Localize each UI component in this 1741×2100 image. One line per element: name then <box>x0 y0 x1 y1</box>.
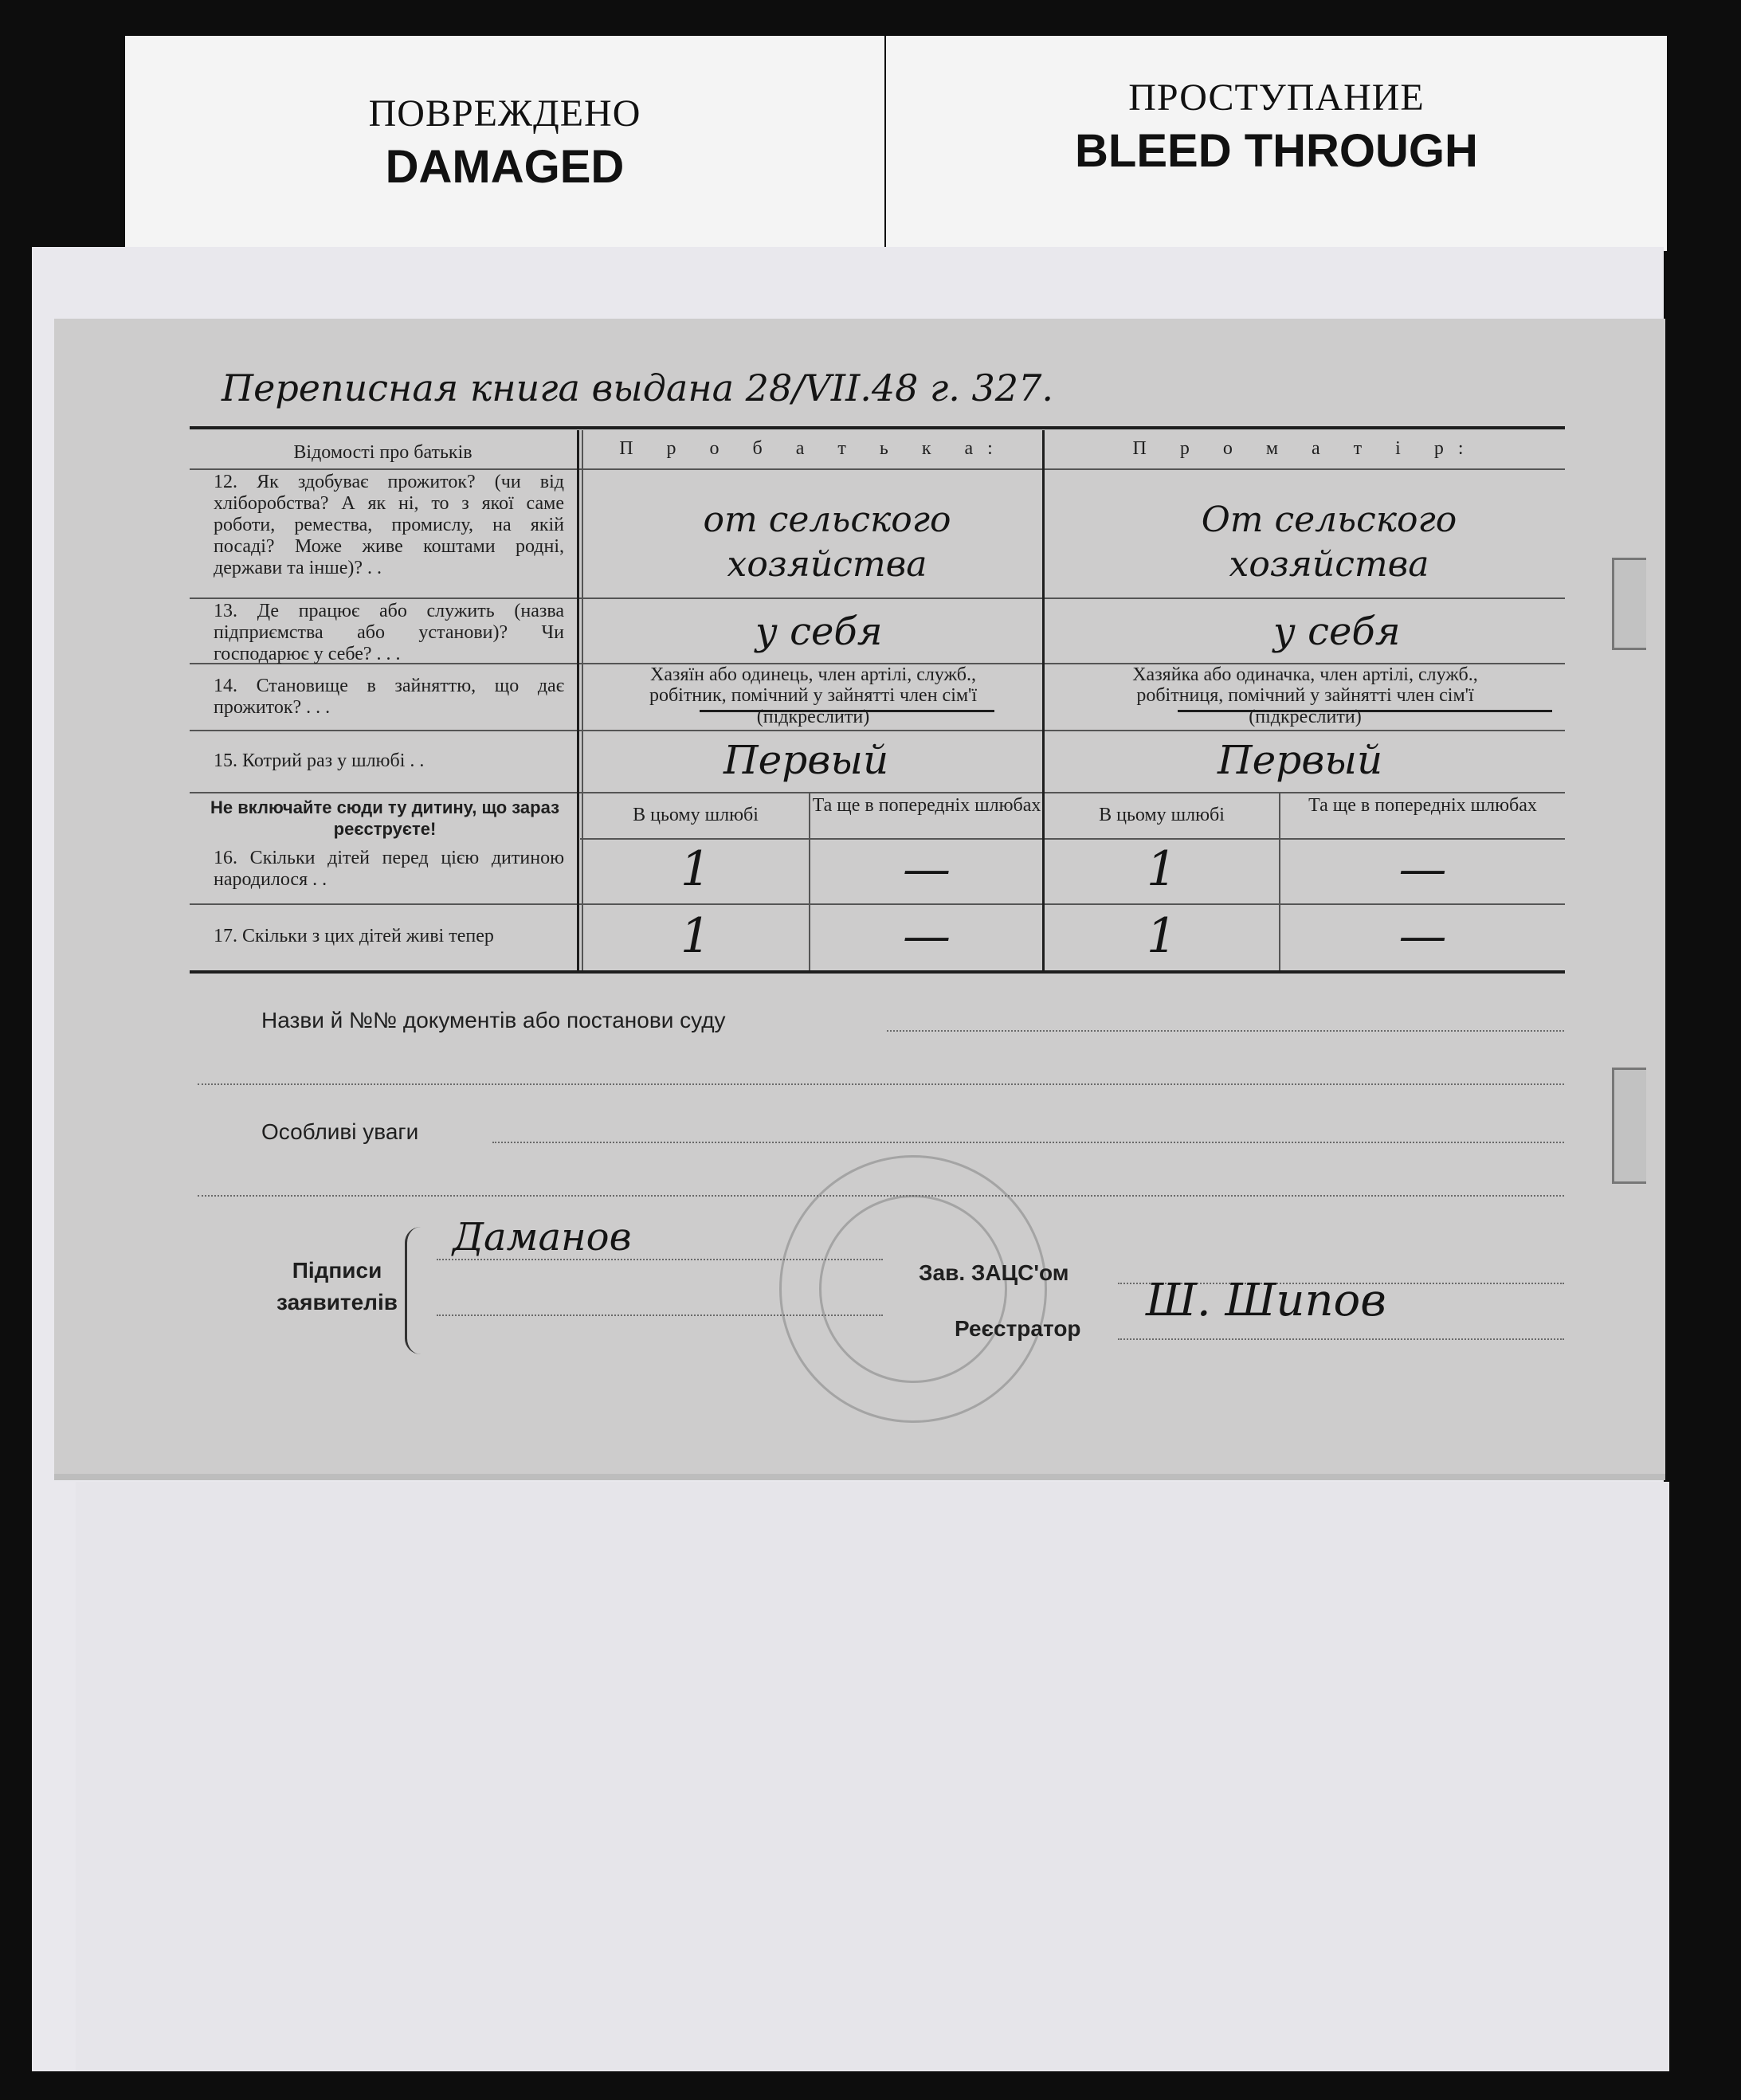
subheader-rule <box>580 838 1565 840</box>
top-handwritten-note: Переписная книга выдана 28/VII.48 г. 327. <box>222 366 1053 409</box>
table-top-rule <box>190 426 1565 429</box>
applicants-signature-label: Підписи заявителів <box>276 1258 398 1314</box>
binding-tab-upper <box>1612 558 1646 650</box>
q17-mother-this: 1 <box>1146 908 1178 964</box>
registration-form-card <box>54 319 1665 1474</box>
question-13: 13. Де працює або служить (назва підприємства або установи)? Чи господарює у себе? . . . <box>214 601 564 664</box>
signature-brace <box>405 1227 431 1354</box>
row15-rule <box>190 792 1565 793</box>
row14-rule <box>190 730 1565 731</box>
header-father: П р о б а т ь к а: <box>619 438 1007 459</box>
subheader-father-prev: Та ще в попередніх шлюбах <box>812 795 1041 816</box>
q16-mother-prev: — <box>1398 841 1447 897</box>
answer-13-father: у себя <box>755 609 883 654</box>
row12-rule <box>190 597 1565 599</box>
notes-label: Особливі уваги <box>261 1119 419 1144</box>
q16-mother-this: 1 <box>1146 841 1178 897</box>
header-mother: П р о м а т і р: <box>1132 438 1478 459</box>
question-15: 15. Котрий раз у шлюбі . . <box>214 750 425 771</box>
damaged-label-card <box>125 36 884 251</box>
q17-father-this: 1 <box>680 908 712 964</box>
q14-father-line1: Хазяїн або одинець, член артілі, служб., <box>650 664 976 685</box>
col-divider-mother-sub <box>1279 793 1280 970</box>
bleed-label-en: BLEED THROUGH <box>1075 125 1478 177</box>
q17-mother-prev: — <box>1398 908 1447 964</box>
bleed-label-ru: ПРОСТУПАНИЕ <box>1128 76 1425 119</box>
applicant-signature: Даманов <box>453 1215 632 1260</box>
header-col0: Відомості про батьків <box>293 442 473 463</box>
col-divider-1 <box>577 430 579 970</box>
documents-line-1 <box>887 1030 1564 1032</box>
q17-father-prev: — <box>903 908 951 964</box>
q14-mother-line2: робітниця, помічний у зайнятті член сім'ї <box>1136 685 1474 706</box>
answer-15-father: Первый <box>723 737 889 783</box>
q14-mother-note: (підкреслити) <box>1249 707 1362 727</box>
question-16: 16. Скільки дітей перед цією дитиною народилося . . <box>214 848 564 890</box>
q14-father-line2: робітник, помічний у зайнятті член сім'ї <box>649 685 978 706</box>
warning-note: Не включайте сюди ту дитину, що зараз реєструєте! <box>210 797 560 839</box>
col-divider-father-sub <box>809 793 810 970</box>
registrar-sign-line <box>1118 1338 1564 1340</box>
table-bottom-rule <box>190 970 1565 974</box>
col-divider-1b <box>582 430 583 970</box>
binding-tab-lower <box>1612 1068 1646 1184</box>
q16-father-prev: — <box>903 841 951 897</box>
q16-father-this: 1 <box>680 841 712 897</box>
damaged-label-en: DAMAGED <box>385 141 625 193</box>
answer-12-mother: От сельского хозяйства <box>1201 500 1457 585</box>
registrar-signature: Ш. Шипов <box>1146 1275 1386 1326</box>
documents-line-2 <box>198 1083 1564 1085</box>
answer-15-mother: Первый <box>1218 737 1383 783</box>
answer-13-mother: у себя <box>1273 609 1401 654</box>
bleed-through-label-card <box>886 36 1667 251</box>
question-12: 12. Як здобуває прожиток? (чи від хліборобства? А як ні, то з якої саме роботи, ремества, промислу, на якій посаді? Може живе коштами родні, держави та інше)? . . <box>214 472 564 578</box>
answer-12-father: от сельского хозяйства <box>703 500 951 585</box>
damaged-label-ru: ПОВРЕЖДЕНО <box>368 92 641 135</box>
registrar-label: Реєстратор <box>955 1316 1081 1341</box>
question-17: 17. Скільки з цих дітей живі тепер <box>214 926 494 946</box>
question-14: 14. Становище в зайняттю, що дає прожиток? . . . <box>214 676 564 718</box>
head-zags-label: Зав. ЗАЦС'ом <box>919 1260 1069 1285</box>
subheader-mother-prev: Та ще в попередніх шлюбах <box>1308 795 1537 816</box>
backing-sheet-lower <box>76 1482 1669 2071</box>
row16-rule <box>190 903 1565 905</box>
subheader-father-this: В цьому шлюбі <box>633 805 759 825</box>
q14-mother-line1: Хазяйка або одиначка, член артілі, служб., <box>1132 664 1478 685</box>
subheader-mother-this: В цьому шлюбі <box>1099 805 1225 825</box>
header-rule <box>190 468 1565 470</box>
official-stamp-inner <box>819 1195 1007 1383</box>
notes-line-1 <box>492 1142 1564 1143</box>
q14-father-note: (підкреслити) <box>756 707 870 727</box>
documents-label: Назви й №№ документів або постанови суду <box>261 1008 726 1032</box>
col-divider-2 <box>1042 430 1045 970</box>
